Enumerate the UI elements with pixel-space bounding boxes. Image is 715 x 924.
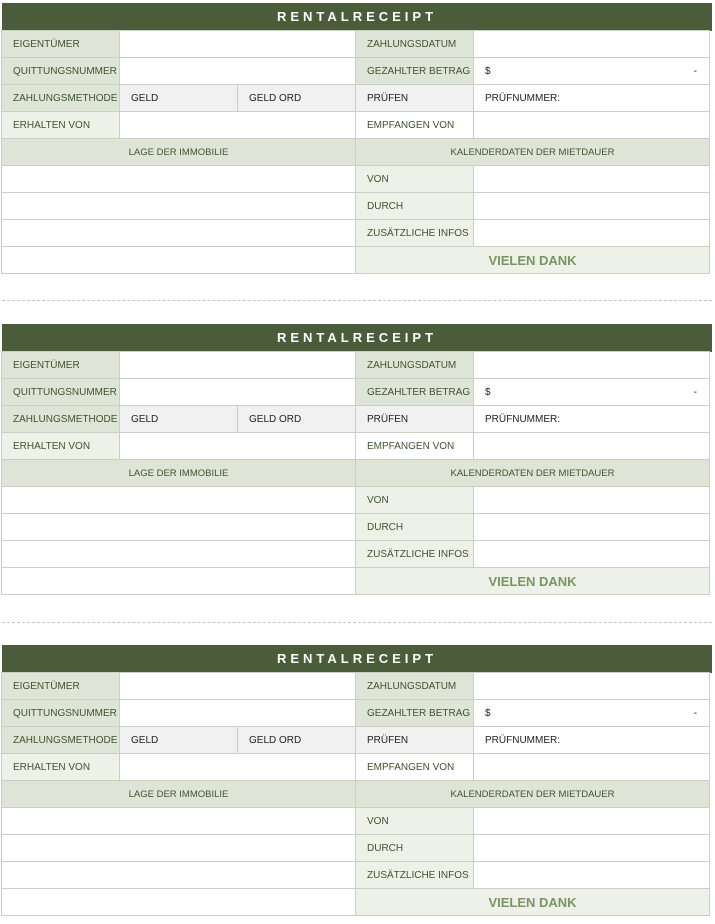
property-location-line[interactable]	[1, 834, 356, 862]
additional-info-field[interactable]	[473, 861, 710, 889]
amount-paid-label: GEZAHLTER BETRAG	[355, 57, 474, 85]
cash-option[interactable]: GELD	[119, 405, 238, 433]
received-by-field[interactable]	[473, 432, 710, 460]
received-from-field[interactable]	[119, 432, 356, 460]
property-location-line[interactable]	[1, 246, 356, 274]
thanks-text: VIELEN DANK	[355, 888, 710, 916]
rental-period-header: KALENDERDATEN DER MIETDAUER	[355, 780, 710, 808]
additional-info-label: ZUSÄTZLICHE INFOS	[355, 540, 474, 568]
money-order-option[interactable]: GELD ORD	[237, 405, 356, 433]
rental-receipt	[2, 645, 712, 920]
payment-date-label: ZAHLUNGSDATUM	[355, 672, 474, 700]
additional-info-label: ZUSÄTZLICHE INFOS	[355, 219, 474, 247]
thanks-text: VIELEN DANK	[355, 246, 710, 274]
amount-value: -	[693, 65, 697, 77]
through-field[interactable]	[473, 192, 710, 220]
cut-line	[2, 622, 712, 623]
received-by-field[interactable]	[473, 111, 710, 139]
property-location-line[interactable]	[1, 513, 356, 541]
payment-date-field[interactable]	[473, 351, 710, 379]
receipt-title: RENTALRECEIPT	[2, 3, 712, 31]
payment-date-field[interactable]	[473, 30, 710, 58]
property-location-line[interactable]	[1, 486, 356, 514]
amount-paid-label: GEZAHLTER BETRAG	[355, 699, 474, 727]
from-field[interactable]	[473, 807, 710, 835]
amount-paid-field[interactable]	[473, 699, 710, 727]
property-location-line[interactable]	[1, 807, 356, 835]
receipt-grid	[2, 352, 712, 595]
property-location-line[interactable]	[1, 888, 356, 916]
from-label: VON	[355, 807, 474, 835]
cash-option[interactable]: GELD	[119, 726, 238, 754]
check-number-field[interactable]: PRÜFNUMMER:	[473, 405, 710, 433]
amount-paid-field[interactable]	[473, 378, 710, 406]
through-label: DURCH	[355, 192, 474, 220]
received-from-field[interactable]	[119, 753, 356, 781]
through-label: DURCH	[355, 834, 474, 862]
money-order-option[interactable]: GELD ORD	[237, 84, 356, 112]
through-field[interactable]	[473, 513, 710, 541]
payment-date-label: ZAHLUNGSDATUM	[355, 351, 474, 379]
through-label: DURCH	[355, 513, 474, 541]
receipt-number-label: QUITTUNGSNUMMER	[1, 57, 120, 85]
rental-receipt	[2, 3, 712, 278]
receipt-number-label: QUITTUNGSNUMMER	[1, 699, 120, 727]
cash-option[interactable]: GELD	[119, 84, 238, 112]
received-by-field[interactable]	[473, 753, 710, 781]
additional-info-label: ZUSÄTZLICHE INFOS	[355, 861, 474, 889]
owner-label: EIGENTÜMER	[1, 30, 120, 58]
payment-date-label: ZAHLUNGSDATUM	[355, 30, 474, 58]
money-order-option[interactable]: GELD ORD	[237, 726, 356, 754]
cut-line	[2, 300, 712, 301]
rental-period-header: KALENDERDATEN DER MIETDAUER	[355, 459, 710, 487]
owner-label: EIGENTÜMER	[1, 351, 120, 379]
receipt-number-field[interactable]	[119, 57, 356, 85]
from-field[interactable]	[473, 165, 710, 193]
check-number-field[interactable]: PRÜFNUMMER:	[473, 84, 710, 112]
payment-method-label: ZAHLUNGSMETHODE	[1, 84, 120, 112]
received-by-label: EMPFANGEN VON	[355, 753, 474, 781]
from-label: VON	[355, 486, 474, 514]
owner-field[interactable]	[119, 672, 356, 700]
amount-paid-label: GEZAHLTER BETRAG	[355, 378, 474, 406]
received-from-field[interactable]	[119, 111, 356, 139]
property-location-line[interactable]	[1, 540, 356, 568]
from-field[interactable]	[473, 486, 710, 514]
property-location-line[interactable]	[1, 219, 356, 247]
check-number-field[interactable]: PRÜFNUMMER:	[473, 726, 710, 754]
property-location-header: LAGE DER IMMOBILIE	[1, 780, 356, 808]
owner-field[interactable]	[119, 351, 356, 379]
property-location-line[interactable]	[1, 192, 356, 220]
receipt-number-label: QUITTUNGSNUMMER	[1, 378, 120, 406]
amount-value: -	[693, 707, 697, 719]
property-location-line[interactable]	[1, 165, 356, 193]
check-option[interactable]: PRÜFEN	[355, 84, 474, 112]
receipt-grid	[2, 673, 712, 916]
payment-date-field[interactable]	[473, 672, 710, 700]
property-location-line[interactable]	[1, 861, 356, 889]
additional-info-field[interactable]	[473, 219, 710, 247]
property-location-line[interactable]	[1, 567, 356, 595]
receipt-grid	[2, 31, 712, 274]
through-field[interactable]	[473, 834, 710, 862]
property-location-header: LAGE DER IMMOBILIE	[1, 459, 356, 487]
currency-symbol: $	[485, 707, 491, 719]
owner-field[interactable]	[119, 30, 356, 58]
check-option[interactable]: PRÜFEN	[355, 405, 474, 433]
rental-receipt	[2, 324, 712, 599]
currency-symbol: $	[485, 65, 491, 77]
received-by-label: EMPFANGEN VON	[355, 111, 474, 139]
amount-value: -	[693, 386, 697, 398]
received-by-label: EMPFANGEN VON	[355, 432, 474, 460]
payment-method-label: ZAHLUNGSMETHODE	[1, 405, 120, 433]
payment-method-label: ZAHLUNGSMETHODE	[1, 726, 120, 754]
received-from-label: ERHALTEN VON	[1, 432, 120, 460]
receipt-title: RENTALRECEIPT	[2, 645, 712, 673]
thanks-text: VIELEN DANK	[355, 567, 710, 595]
amount-paid-field[interactable]	[473, 57, 710, 85]
owner-label: EIGENTÜMER	[1, 672, 120, 700]
receipt-number-field[interactable]	[119, 378, 356, 406]
receipt-title: RENTALRECEIPT	[2, 324, 712, 352]
rental-period-header: KALENDERDATEN DER MIETDAUER	[355, 138, 710, 166]
receipt-number-field[interactable]	[119, 699, 356, 727]
property-location-header: LAGE DER IMMOBILIE	[1, 138, 356, 166]
from-label: VON	[355, 165, 474, 193]
additional-info-field[interactable]	[473, 540, 710, 568]
received-from-label: ERHALTEN VON	[1, 111, 120, 139]
check-option[interactable]: PRÜFEN	[355, 726, 474, 754]
received-from-label: ERHALTEN VON	[1, 753, 120, 781]
currency-symbol: $	[485, 386, 491, 398]
